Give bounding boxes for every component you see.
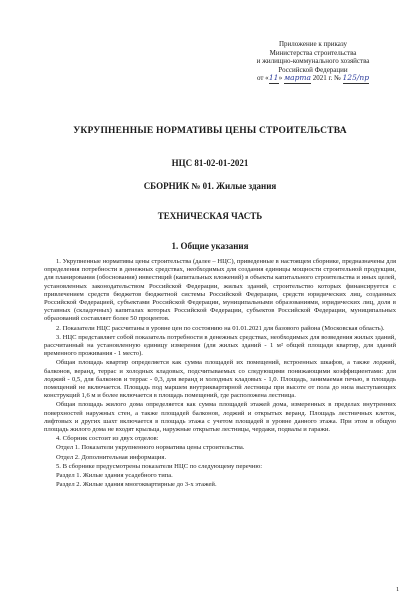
paragraph-8: Отдел 2. Дополнительная информация. xyxy=(56,453,167,461)
paragraph-10: Раздел 1. Жилые здания усадебного типа. xyxy=(56,472,173,480)
date-prefix: от « xyxy=(256,74,269,83)
date-month-handwritten: марта xyxy=(283,73,312,83)
paragraph-2: 2. Показатели НЦС рассчитаны в уровне цен по состоянию на 01.01.2021 для базового района (Московская область). xyxy=(56,324,385,332)
date-mid: » xyxy=(278,74,284,83)
section-title: ТЕХНИЧЕСКАЯ ЧАСТЬ xyxy=(157,211,263,221)
appendix-date-line xyxy=(228,74,398,84)
paragraph-1: 1. Укрупненные нормативы цены строительства (далее – НЦС), приведенные в настоящем сборнике, предназначены для определения потребности в денежных средствах, необходимых для создания единицы мощности строительной продукции, для планирования (обоснования) инвестиций (капитальных вложений) в объекты капитального строительства и иных целей, установленных законодательством Российской Федерации, жилых зданий, строительство которых финансируется с привлечением средств бюджетов бюджетной системы Российской Федерации, средств юридических лиц, созданных Российской Федерацией, субъектами Российской Федерации, муниципальными образованиями, юридических лиц, доля в уставных (складочных) капиталах которых Российской Федерации, субъектов Российской Федерации, муниципальных образований составляет более 50 процентов. xyxy=(44,258,396,323)
paragraph-9: 5. В сборнике предусмотрены показатели НЦС по следующему перечню: xyxy=(56,462,263,470)
paragraph-7: Отдел 1. Показатели укрупненного норматива цены строительства. xyxy=(56,444,245,452)
appendix-block xyxy=(228,40,398,84)
paragraph-6: 4. Сборник состоит из двух отделов: xyxy=(56,435,159,443)
appendix-line-3: и жилищно-коммунального хозяйства xyxy=(256,57,370,66)
paragraph-4: Общая площадь квартир определяется как сумма площадей их помещений, встроенных шкафов, а также лоджий, балконов, веранд, террас и холодных кладовых, подсчитываемых со следующими понижающими коэффициентами: для лоджий - 0,5, для балконов и террас - 0,3, для веранд и холодных кладовых - 1,0. Площадь, занимаемая печью, в площадь помещений не включается. Площадь под маршем внутриквартирной лестницы при высоте от пола до низа выступающих конструкций 1,6 м и более включается в площадь помещений, где расположена лестница. xyxy=(44,359,396,400)
subsection-title: 1. Общие указания xyxy=(171,241,249,251)
appendix-line-4: Российской Федерации xyxy=(278,65,348,74)
paragraph-3: 3. НЦС представляет собой показатель потребности в денежных средствах, необходимых для возведения жилых зданий, рассчитанный на установленную единицу измерения (для жилых зданий - 1 м² общей площади квартир, для зданий временного проживания - 1 место). xyxy=(44,333,396,358)
appendix-line-2: Министерства строительства xyxy=(269,48,357,57)
body-text xyxy=(44,258,396,490)
appendix-line-1: Приложение к приказу xyxy=(279,40,347,48)
paragraph-5: Общая площадь жилого дома определяется как сумма площадей этажей дома, измеренных в пределах внутренних поверхностей наружных стен, а также площадей балконов, лоджий и открытых веранд. Площадь лестничных клеток, лифтовых и других шахт включается в площадь этажа с учетом площадей в уровне данного этажа. При этом в общую площадь жилого дома не входят крыльца, наружные открытые лестницы, чердаки, подвалы и гаражи. xyxy=(44,401,396,434)
document-heading: УКРУПНЕННЫЕ НОРМАТИВЫ ЦЕНЫ СТРОИТЕЛЬСТВА xyxy=(73,126,347,136)
order-number-handwritten: 125/пр xyxy=(342,73,370,83)
document-code: НЦС 81-02-01-2021 xyxy=(171,158,249,168)
date-year: 2021 г. № xyxy=(311,74,341,83)
page-number: 1 xyxy=(396,586,400,593)
paragraph-11: Раздел 2. Жилые здания многоквартирные до 3-х этажей. xyxy=(56,481,217,489)
date-day-handwritten: 11 xyxy=(268,73,279,83)
collection-title: СБОРНИК № 01. Жилые здания xyxy=(143,181,277,191)
